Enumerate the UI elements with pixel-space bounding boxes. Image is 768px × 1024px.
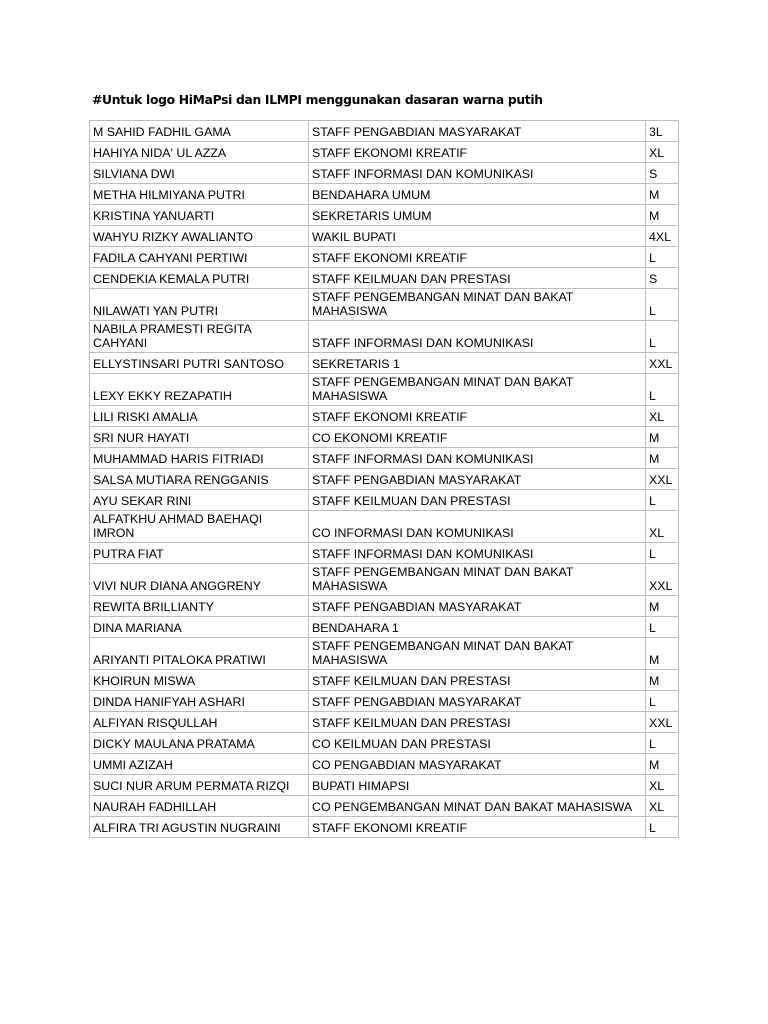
member-name-cell: VIVI NUR DIANA ANGGRENY [90,564,309,596]
member-position-cell: SEKRETARIS 1 [309,353,646,374]
member-name-cell: ALFIYAN RISQULLAH [90,712,309,733]
member-name-cell: M SAHID FADHIL GAMA [90,121,309,142]
member-name-cell: DINA MARIANA [90,617,309,638]
member-name-cell: SALSA MUTIARA RENGGANIS [90,469,309,490]
member-position-cell: STAFF EKONOMI KREATIF [309,406,646,427]
member-name-cell: ALFATKHU AHMAD BAEHAQI IMRON [90,511,309,543]
member-name-cell: FADILA CAHYANI PERTIWI [90,247,309,268]
member-name-cell: METHA HILMIYANA PUTRI [90,184,309,205]
member-name-cell: KHOIRUN MISWA [90,670,309,691]
table-row [90,712,679,733]
table-row [90,205,679,226]
member-name-cell: SRI NUR HAYATI [90,427,309,448]
member-position-cell: STAFF PENGEMBANGAN MINAT DAN BAKAT MAHASISWA [309,564,646,596]
member-size-cell: XXL [646,564,679,596]
member-position-cell: STAFF PENGABDIAN MASYARAKAT [309,596,646,617]
member-table-body [90,121,679,838]
table-row [90,511,679,543]
member-name-cell: ALFIRA TRI AGUSTIN NUGRAINI [90,817,309,838]
member-name-cell: HAHIYA NIDA' UL AZZA [90,142,309,163]
table-row [90,469,679,490]
member-name-cell: SILVIANA DWI [90,163,309,184]
member-name-cell: ELLYSTINSARI PUTRI SANTOSO [90,353,309,374]
member-size-cell: M [646,205,679,226]
member-size-cell: L [646,289,679,321]
member-position-cell: STAFF PENGEMBANGAN MINAT DAN BAKAT MAHASISWA [309,638,646,670]
member-size-cell: L [646,321,679,353]
member-size-cell: L [646,733,679,754]
table-row [90,543,679,564]
member-position-cell: CO INFORMASI DAN KOMUNIKASI [309,511,646,543]
member-name-cell: NILAWATI YAN PUTRI [90,289,309,321]
table-row [90,427,679,448]
member-position-cell: STAFF KEILMUAN DAN PRESTASI [309,268,646,289]
member-position-cell: CO KEILMUAN DAN PRESTASI [309,733,646,754]
table-row [90,184,679,205]
member-name-cell: UMMI AZIZAH [90,754,309,775]
member-position-cell: STAFF PENGEMBANGAN MINAT DAN BAKAT MAHASISWA [309,289,646,321]
member-position-cell: CO PENGABDIAN MASYARAKAT [309,754,646,775]
member-size-cell: XL [646,775,679,796]
member-position-cell: CO EKONOMI KREATIF [309,427,646,448]
table-row [90,121,679,142]
table-row [90,353,679,374]
member-position-cell: STAFF INFORMASI DAN KOMUNIKASI [309,321,646,353]
member-position-cell: BENDAHARA 1 [309,617,646,638]
table-row [90,268,679,289]
document-note: #Untuk logo HiMaPsi dan ILMPI menggunakan dasaran warna putih [92,93,543,107]
member-size-cell: XL [646,796,679,817]
member-position-cell: CO PENGEMBANGAN MINAT DAN BAKAT MAHASISWA [309,796,646,817]
table-row [90,775,679,796]
member-size-cell: 4XL [646,226,679,247]
member-position-cell: STAFF KEILMUAN DAN PRESTASI [309,490,646,511]
member-position-cell: STAFF KEILMUAN DAN PRESTASI [309,670,646,691]
member-position-cell: STAFF INFORMASI DAN KOMUNIKASI [309,543,646,564]
member-name-cell: KRISTINA YANUARTI [90,205,309,226]
member-position-cell: STAFF PENGABDIAN MASYARAKAT [309,691,646,712]
member-name-cell: DICKY MAULANA PRATAMA [90,733,309,754]
table-row [90,289,679,321]
member-position-cell: BUPATI HIMAPSI [309,775,646,796]
table-row [90,490,679,511]
member-size-cell: XL [646,142,679,163]
member-size-cell: M [646,184,679,205]
member-name-cell: SUCI NUR ARUM PERMATA RIZQI [90,775,309,796]
member-position-cell: SEKRETARIS UMUM [309,205,646,226]
member-size-cell: S [646,268,679,289]
member-name-cell: LEXY EKKY REZAPATIH [90,374,309,406]
table-row [90,670,679,691]
member-position-cell: STAFF KEILMUAN DAN PRESTASI [309,712,646,733]
member-name-cell: LILI RISKI AMALIA [90,406,309,427]
table-row [90,163,679,184]
member-size-cell: 3L [646,121,679,142]
member-size-cell: XXL [646,353,679,374]
member-name-cell: ARIYANTI PITALOKA PRATIWI [90,638,309,670]
member-size-cell: M [646,638,679,670]
table-row [90,321,679,353]
member-size-cell: XXL [646,712,679,733]
table-row [90,691,679,712]
member-position-cell: WAKIL BUPATI [309,226,646,247]
member-size-cell: M [646,596,679,617]
member-name-cell: CENDEKIA KEMALA PUTRI [90,268,309,289]
member-position-cell: BENDAHARA UMUM [309,184,646,205]
member-size-cell: M [646,670,679,691]
member-position-cell: STAFF EKONOMI KREATIF [309,142,646,163]
member-position-cell: STAFF PENGEMBANGAN MINAT DAN BAKAT MAHASISWA [309,374,646,406]
member-size-cell: M [646,448,679,469]
member-size-cell: L [646,817,679,838]
member-size-cell: L [646,490,679,511]
member-name-cell: MUHAMMAD HARIS FITRIADI [90,448,309,469]
member-size-cell: L [646,543,679,564]
table-row [90,564,679,596]
member-position-cell: STAFF EKONOMI KREATIF [309,247,646,268]
member-size-cell: L [646,691,679,712]
table-row [90,638,679,670]
table-row [90,733,679,754]
member-size-cell: S [646,163,679,184]
table-row [90,617,679,638]
member-position-cell: STAFF PENGABDIAN MASYARAKAT [309,469,646,490]
member-size-cell: M [646,754,679,775]
member-name-cell: WAHYU RIZKY AWALIANTO [90,226,309,247]
member-table [89,120,679,838]
table-row [90,796,679,817]
member-position-cell: STAFF INFORMASI DAN KOMUNIKASI [309,163,646,184]
table-row [90,247,679,268]
member-name-cell: NAURAH FADHILLAH [90,796,309,817]
member-size-cell: M [646,427,679,448]
table-row [90,142,679,163]
member-name-cell: DINDA HANIFYAH ASHARI [90,691,309,712]
member-size-cell: L [646,374,679,406]
member-size-cell: XXL [646,469,679,490]
table-row [90,448,679,469]
member-size-cell: L [646,617,679,638]
table-row [90,374,679,406]
table-row [90,596,679,617]
member-position-cell: STAFF PENGABDIAN MASYARAKAT [309,121,646,142]
table-row [90,226,679,247]
member-position-cell: STAFF INFORMASI DAN KOMUNIKASI [309,448,646,469]
member-name-cell: AYU SEKAR RINI [90,490,309,511]
member-name-cell: NABILA PRAMESTI REGITA CAHYANI [90,321,309,353]
member-size-cell: L [646,247,679,268]
member-size-cell: XL [646,511,679,543]
member-name-cell: PUTRA FIAT [90,543,309,564]
table-row [90,754,679,775]
member-size-cell: XL [646,406,679,427]
table-row [90,817,679,838]
table-row [90,406,679,427]
member-position-cell: STAFF EKONOMI KREATIF [309,817,646,838]
member-name-cell: REWITA BRILLIANTY [90,596,309,617]
